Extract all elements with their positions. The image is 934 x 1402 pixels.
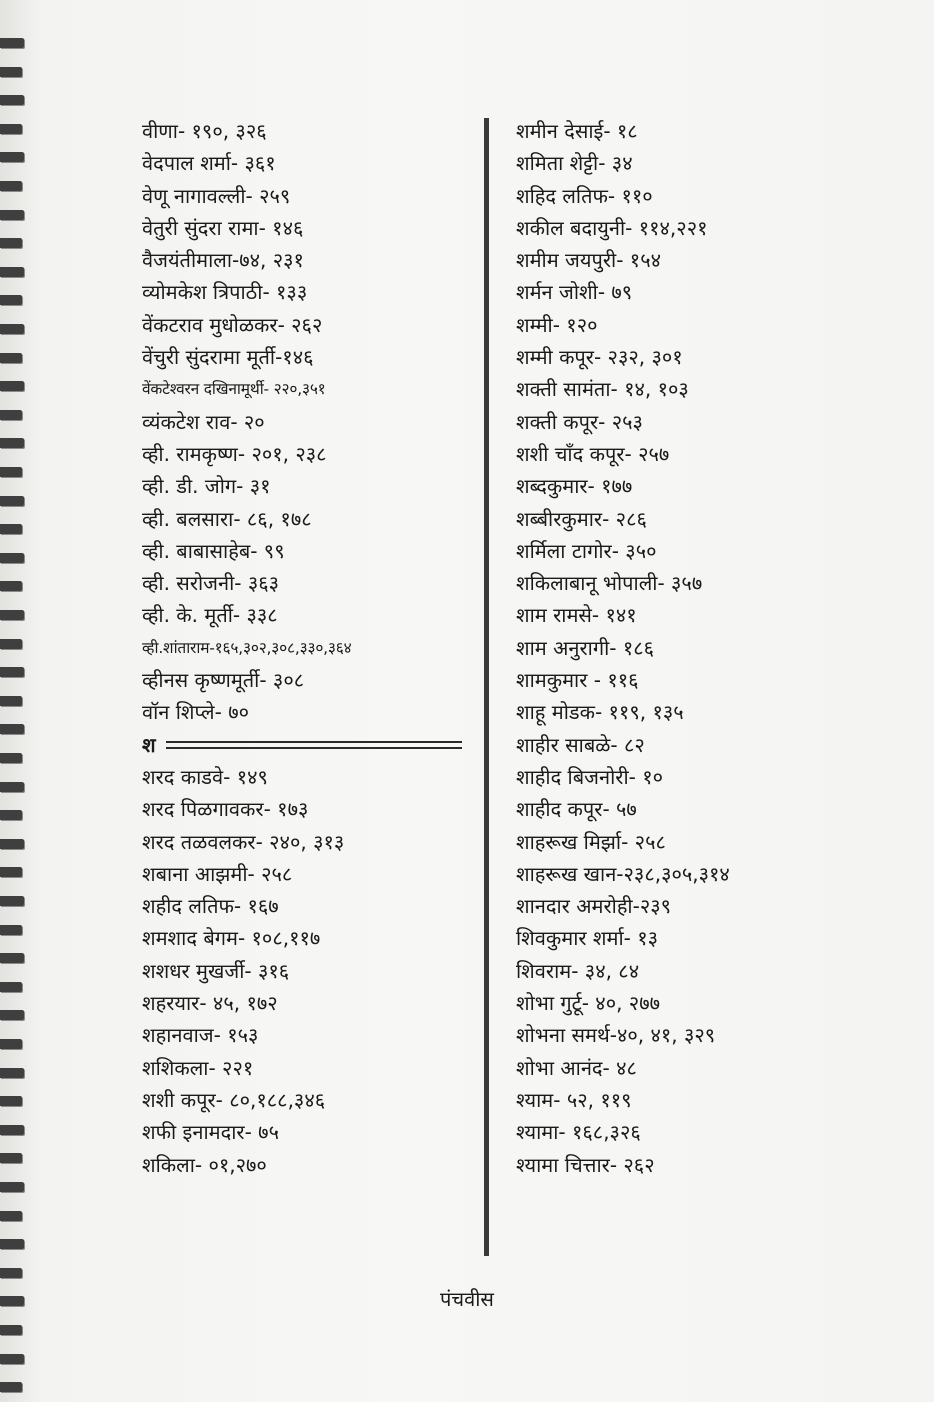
binding-ring	[0, 467, 22, 477]
binding-ring	[0, 1068, 24, 1078]
binding-ring	[0, 639, 22, 649]
binding-ring	[0, 1096, 22, 1106]
binding-ring	[0, 724, 24, 734]
index-entry: वैजयंतीमाला-७४, २३१	[142, 248, 304, 273]
binding-ring	[0, 67, 22, 77]
index-entry: शक्ती कपूर- २५३	[516, 409, 643, 434]
index-entry: शरद पिळगावकर- १७३	[142, 797, 309, 822]
index-entry: शाहीद बिजनोरी- १०	[516, 764, 664, 789]
section-letter: श	[142, 732, 156, 757]
binding-ring	[0, 295, 22, 305]
index-entry: शहीद लतिफ- १६७	[142, 894, 279, 919]
binding-ring	[0, 810, 22, 820]
index-entry: शाहीर साबळे- ८२	[516, 732, 645, 757]
binding-ring	[0, 1239, 24, 1249]
index-entry: श्याम- ५२, ११९	[516, 1087, 632, 1112]
index-entry: शब्दकुमार- १७७	[516, 474, 633, 499]
index-entry: व्ही. बलसारा- ८६, १७८	[142, 506, 312, 531]
index-entry: शर्मिला टागोर- ३५०	[516, 538, 657, 563]
binding-ring	[0, 581, 22, 591]
binding-ring	[0, 1182, 24, 1192]
binding-ring	[0, 696, 22, 706]
index-entry: श्यामा- १६८,३२६	[516, 1120, 641, 1145]
index-entry: शमिता शेट्टी- ३४	[516, 151, 633, 176]
binding-ring	[0, 1354, 24, 1364]
binding-ring	[0, 381, 24, 391]
binding-ring	[0, 839, 24, 849]
index-entry: व्ही. सरोजनी- ३६३	[142, 571, 280, 596]
page-number: पंचवीस	[440, 1287, 494, 1311]
index-entry: शबाना आझमी- २५८	[142, 861, 293, 886]
index-entry: शकिला- ०१,२७०	[142, 1152, 267, 1177]
index-entry: शर्मन जोशी- ७९	[516, 280, 633, 305]
index-entry: शम्मी- १२०	[516, 312, 598, 337]
index-entry: शाहू मोडक- ११९, १३५	[516, 700, 684, 725]
spiral-binding	[0, 0, 30, 1402]
binding-ring	[0, 353, 22, 363]
index-entry: वेंचुरी सुंदरामा मूर्ती-१४६	[142, 345, 314, 370]
index-entry: शाहरूख खान-२३८,३०५,३१४	[516, 861, 730, 886]
index-entry: व्ही. रामकृष्ण- २०१, २३८	[142, 441, 327, 466]
index-entry: शहरयार- ४५, १७२	[142, 991, 278, 1016]
binding-ring	[0, 181, 22, 191]
index-entry: वेंकटेश्वरन दखिनामूर्थी- २२०,३५१	[142, 380, 326, 399]
index-entry: शरद तळवलकर- २४०, ३१३	[142, 829, 345, 854]
index-entry: वेंकटराव मुधोळकर- २६२	[142, 312, 323, 337]
index-entry: शानदार अमरोही-२३९	[516, 894, 672, 919]
binding-ring	[0, 982, 22, 992]
binding-ring	[0, 210, 24, 220]
section-heading	[142, 729, 482, 761]
index-entry: शाम रामसे- १४१	[516, 603, 637, 628]
section-rule	[166, 741, 462, 749]
index-entry: शशी कपूर- ८०,१८८,३४६	[142, 1087, 326, 1112]
binding-ring	[0, 753, 22, 763]
binding-ring	[0, 1125, 24, 1135]
index-entry: शमीम जयपुरी- १५४	[516, 248, 661, 273]
binding-ring	[0, 438, 24, 448]
binding-ring	[0, 1211, 22, 1221]
index-entry: शकिलाबानू भोपाली- ३५७	[516, 571, 703, 596]
index-entry: शशी चाँद कपूर- २५७	[516, 441, 670, 466]
index-entry: शब्बीरकुमार- २८६	[516, 506, 647, 531]
binding-ring	[0, 267, 24, 277]
index-entry: श्यामा चित्तार- २६२	[516, 1152, 655, 1177]
index-entry: शिवराम- ३४, ८४	[516, 958, 640, 983]
index-entry: शशधर मुखर्जी- ३१६	[142, 958, 290, 983]
index-entry: व्ही. बाबासाहेब- ९९	[142, 538, 285, 563]
binding-ring	[0, 496, 24, 506]
index-entry: व्हीनस कृष्णमूर्ती- ३०८	[142, 668, 305, 693]
binding-ring	[0, 867, 22, 877]
index-entry: शिवकुमार शर्मा- १३	[516, 926, 659, 951]
index-entry: शशिकला- २२१	[142, 1055, 254, 1080]
column-divider	[484, 118, 489, 1256]
index-entry: वेणू नागावल्ली- २५९	[142, 183, 291, 208]
binding-ring	[0, 152, 24, 162]
binding-ring	[0, 38, 24, 48]
binding-ring	[0, 1153, 22, 1163]
binding-ring	[0, 410, 22, 420]
binding-ring	[0, 324, 24, 334]
index-entry: शहिद लतिफ- ११०	[516, 183, 653, 208]
index-entry: शक्ती सामंता- १४, १०३	[516, 377, 689, 402]
index-entry: व्योमकेश त्रिपाठी- १३३	[142, 280, 308, 305]
binding-ring	[0, 1382, 22, 1392]
index-entry: वेदपाल शर्मा- ३६१	[142, 151, 276, 176]
binding-ring	[0, 667, 24, 677]
index-entry: वॉन शिप्ले- ७०	[142, 700, 249, 725]
binding-ring	[0, 1325, 22, 1335]
index-column-left	[142, 115, 482, 1181]
index-entry: वीणा- १९०, ३२६	[142, 119, 267, 143]
binding-ring	[0, 896, 24, 906]
binding-ring	[0, 1039, 22, 1049]
index-column-right	[516, 115, 896, 1181]
binding-ring	[0, 953, 24, 963]
index-entry: व्यंकटेश राव- २०	[142, 409, 265, 434]
index-entry: व्ही. डी. जोग- ३१	[142, 474, 271, 499]
binding-ring	[0, 782, 24, 792]
index-entry: शाहरूख मिर्झा- २५८	[516, 829, 666, 854]
binding-ring	[0, 238, 22, 248]
binding-ring	[0, 1268, 22, 1278]
index-entry: शमीन देसाई- १८	[516, 119, 638, 143]
index-entry: शामकुमार - ११६	[516, 668, 639, 693]
index-entry: शाहीद कपूर- ५७	[516, 797, 637, 822]
binding-ring	[0, 1010, 24, 1020]
index-entry: शहानवाज- १५३	[142, 1023, 259, 1048]
index-entry: शमशाद बेगम- १०८,११७	[142, 926, 321, 951]
index-entry: शकील बदायुनी- ११४,२२१	[516, 215, 708, 240]
index-entry: शम्मी कपूर- २३२, ३०१	[516, 345, 683, 370]
binding-ring	[0, 524, 22, 534]
binding-ring	[0, 95, 24, 105]
binding-ring	[0, 925, 22, 935]
index-entry: शोभा गुर्टू- ४०, २७७	[516, 991, 661, 1016]
index-entry: शरद काडवे- १४९	[142, 764, 268, 789]
index-entry: शोभा आनंद- ४८	[516, 1055, 637, 1080]
index-entry: व्ही.शांताराम-१६५,३०२,३०८,३३०,३६४	[142, 638, 352, 657]
index-entry: वेतुरी सुंदरा रामा- १४६	[142, 215, 304, 240]
index-entry: व्ही. के. मूर्ती- ३३८	[142, 603, 278, 628]
binding-ring	[0, 553, 24, 563]
index-entry: शफी इनामदार- ७५	[142, 1120, 279, 1145]
binding-ring	[0, 610, 24, 620]
index-entry: शोभना समर्थ-४०, ४१, ३२९	[516, 1023, 716, 1048]
index-entry: शाम अनुरागी- १८६	[516, 635, 655, 660]
binding-ring	[0, 124, 22, 134]
